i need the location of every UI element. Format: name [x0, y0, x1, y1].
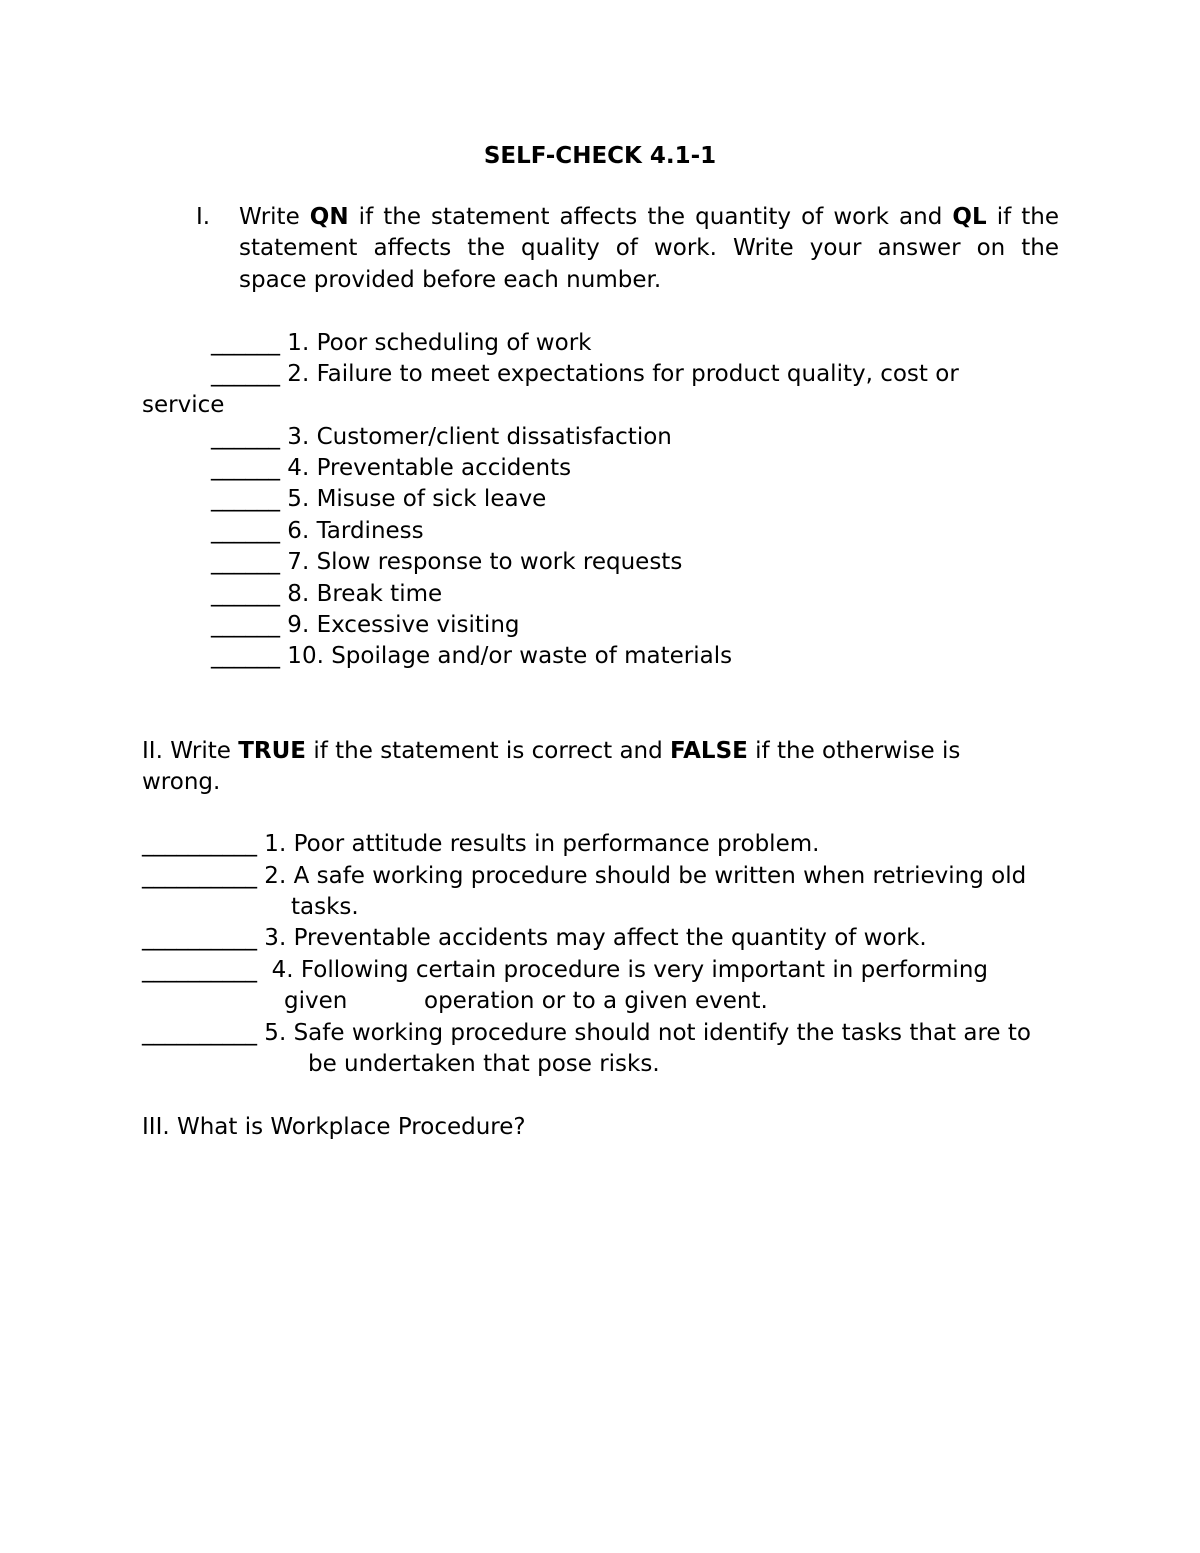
list-item-continuation: be undertaken that pose risks.	[308, 1051, 660, 1077]
section1-instruction-line2: statement affects the quality of work. Write your answer on the	[239, 235, 1059, 261]
section2-instruction-line2: wrong.	[142, 769, 221, 795]
answer-blank[interactable]: __________	[142, 957, 257, 983]
list-item: ______ 7. Slow response to work requests	[211, 549, 683, 575]
answer-blank[interactable]: ______	[211, 612, 280, 638]
answer-blank[interactable]: __________	[142, 831, 257, 857]
answer-blank[interactable]: ______	[211, 361, 280, 387]
answer-blank[interactable]: __________	[142, 925, 257, 951]
list-item: ______ 2. Failure to meet expectations for product quality, cost or	[211, 361, 959, 387]
section1-instruction-line1: Write QN if the statement affects the quantity of work and QL if the	[239, 204, 1059, 230]
list-item: ______ 9. Excessive visiting	[211, 612, 520, 638]
list-item-continuation: tasks.	[291, 894, 359, 920]
list-item: __________ 1. Poor attitude results in performance problem.	[142, 831, 820, 857]
list-item: ______ 3. Customer/client dissatisfaction	[211, 424, 672, 450]
list-item: __________ 5. Safe working procedure should not identify the tasks that are to	[142, 1020, 1031, 1046]
list-item: __________ 4. Following certain procedure is very important in performing	[142, 957, 988, 983]
section1-numeral: I.	[196, 204, 211, 230]
section2-instruction-line1: II. Write TRUE if the statement is correct and FALSE if the otherwise is	[142, 738, 961, 764]
answer-blank[interactable]: ______	[211, 581, 280, 607]
list-item-continuation: given	[284, 988, 348, 1014]
answer-blank[interactable]: ______	[211, 486, 280, 512]
list-item: ______ 5. Misuse of sick leave	[211, 486, 547, 512]
section1-instruction-line3: space provided before each number.	[239, 267, 662, 293]
list-item: ______ 4. Preventable accidents	[211, 455, 572, 481]
list-item: __________ 2. A safe working procedure should be written when retrieving old	[142, 863, 1027, 889]
answer-blank[interactable]: ______	[211, 518, 280, 544]
answer-blank[interactable]: ______	[211, 330, 280, 356]
answer-blank[interactable]: ______	[211, 643, 280, 669]
answer-blank[interactable]: __________	[142, 1020, 257, 1046]
list-item-continuation: operation or to a given event.	[424, 988, 768, 1014]
list-item: ______ 1. Poor scheduling of work	[211, 330, 592, 356]
list-item: ______ 10. Spoilage and/or waste of materials	[211, 643, 733, 669]
answer-blank[interactable]: ______	[211, 455, 280, 481]
list-item: ______ 8. Break time	[211, 581, 443, 607]
list-item: ______ 6. Tardiness	[211, 518, 424, 544]
list-item: __________ 3. Preventable accidents may affect the quantity of work.	[142, 925, 927, 951]
answer-blank[interactable]: ______	[211, 424, 280, 450]
list-item-continuation: service	[142, 392, 225, 418]
page-title: SELF-CHECK 4.1-1	[483, 143, 717, 169]
answer-blank[interactable]: __________	[142, 863, 257, 889]
answer-blank[interactable]: ______	[211, 549, 280, 575]
section3-question: III. What is Workplace Procedure?	[142, 1114, 526, 1140]
